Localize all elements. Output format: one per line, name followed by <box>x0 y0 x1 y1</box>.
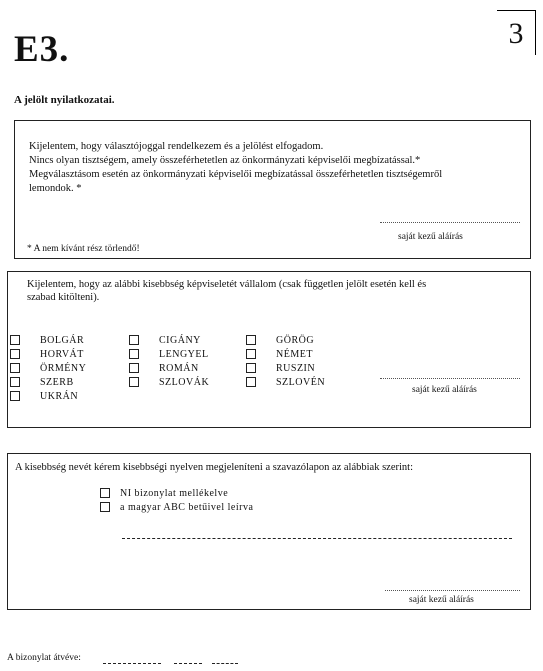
name-request-box <box>7 453 531 610</box>
checkbox[interactable] <box>246 377 256 387</box>
checkbox[interactable] <box>100 488 110 498</box>
name-request-signature-line[interactable] <box>385 590 520 591</box>
checkbox[interactable] <box>246 363 256 373</box>
checkbox[interactable] <box>10 363 20 373</box>
minority-signature-line[interactable] <box>380 378 520 379</box>
receipt-label: A bizonylat átvéve: <box>7 653 81 663</box>
checkbox[interactable] <box>10 335 20 345</box>
receipt-date-year[interactable] <box>103 663 161 664</box>
declaration-footnote: * A nem kívánt rész törlendő! <box>27 244 140 254</box>
declaration-line-3: Megválasztásom esetén az önkormányzati képviselői megbízatással összeférhetetlen tisztségemről <box>29 169 443 180</box>
minority-intro-line-2: szabad kitölteni). <box>27 292 100 303</box>
name-write-line[interactable] <box>122 538 512 539</box>
checkbox[interactable] <box>129 349 139 359</box>
declaration-signature-line[interactable] <box>380 222 520 223</box>
minority-intro-line-1: Kijelentem, hogy az alábbi kisebbség képviseletét vállalom (csak független jelölt esetén kell és <box>27 279 427 290</box>
declaration-line-1: Kijelentem, hogy választójoggal rendelkezem és a jelölést elfogadom. <box>29 141 324 152</box>
declaration-signature-label: saját kezű aláírás <box>398 232 463 242</box>
checkbox[interactable] <box>129 377 139 387</box>
checkbox[interactable] <box>129 335 139 345</box>
checkbox[interactable] <box>10 391 20 401</box>
receipt-date-day[interactable] <box>212 663 238 664</box>
checkbox[interactable] <box>129 363 139 373</box>
checkbox[interactable] <box>246 349 256 359</box>
minority-signature-label: saját kezű aláírás <box>412 385 477 395</box>
checkbox[interactable] <box>100 502 110 512</box>
section-title: A jelölt nyilatkozatai. <box>14 94 115 106</box>
checkbox[interactable] <box>246 335 256 345</box>
declaration-line-4: lemondok. * <box>29 183 82 194</box>
form-code: E3. <box>14 29 70 70</box>
name-request-intro: A kisebbség nevét kérem kisebbségi nyelven megjeleníteni a szavazólapon az alábbiak szerint: <box>15 462 413 473</box>
name-request-signature-label: saját kezű aláírás <box>409 595 474 605</box>
page-number: 3 <box>497 10 536 55</box>
declaration-line-2: Nincs olyan tisztségem, amely összeférhetetlen az önkormányzati képviselői megbízatással.* <box>29 155 421 166</box>
checkbox[interactable] <box>10 377 20 387</box>
receipt-date-month[interactable] <box>174 663 202 664</box>
checkbox[interactable] <box>10 349 20 359</box>
